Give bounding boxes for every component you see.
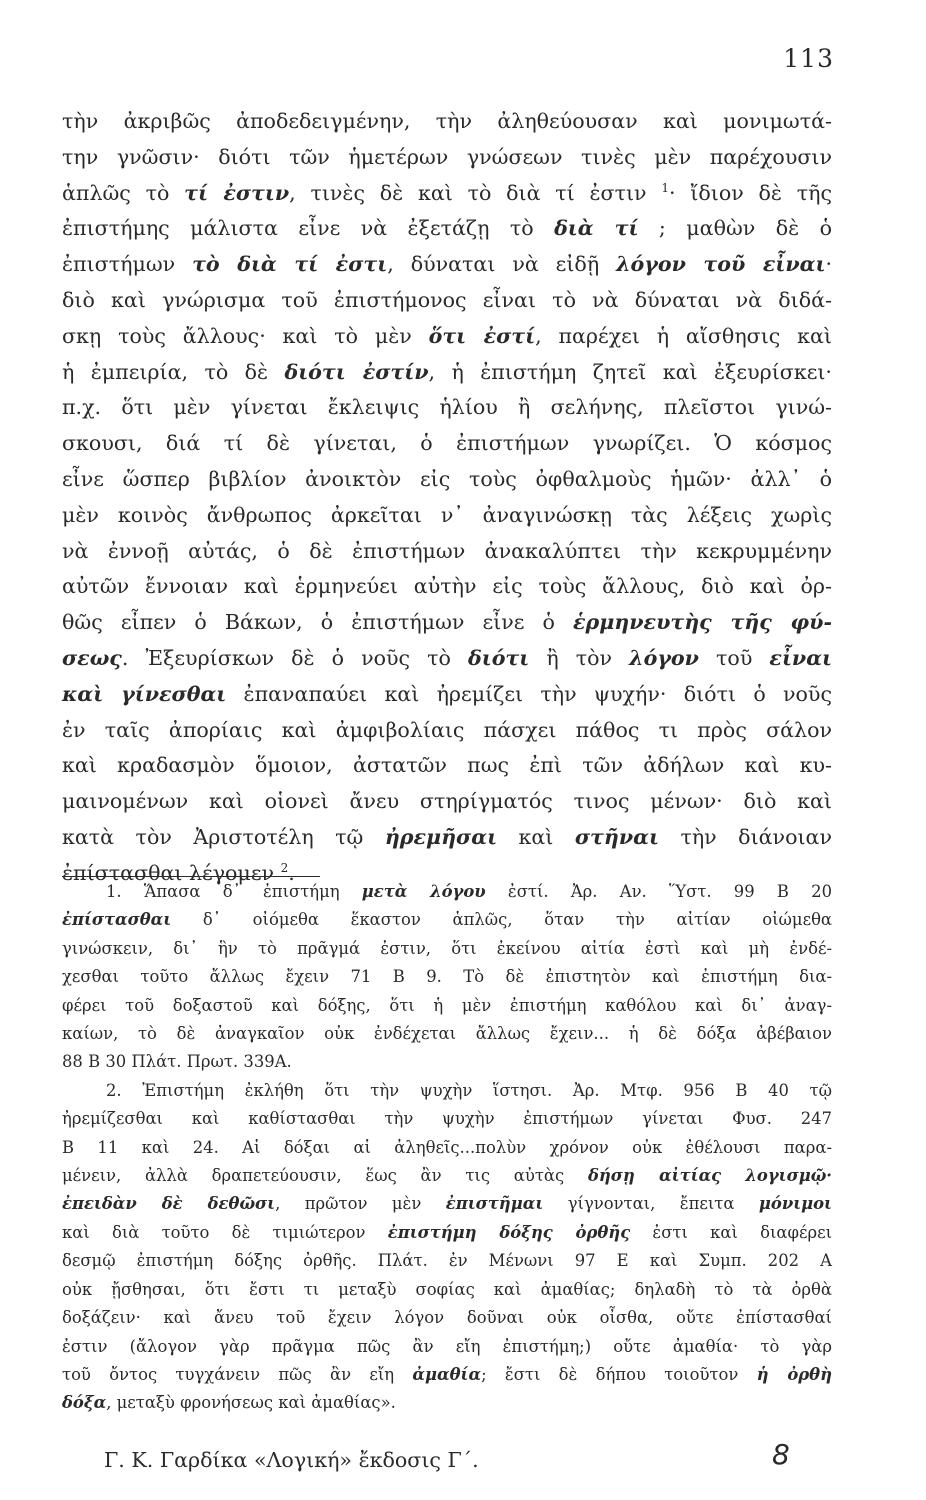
emphasis: ἐπιστήμη δόξης ὀρθῆς: [387, 1222, 631, 1242]
footnote-line: δόξα, μεταξὺ φρονήσεως καὶ ἀμαθίας».: [62, 1393, 396, 1413]
footnote-line: δοξάζειν· καὶ ἄνευ τοῦ ἔχειν λόγον δοῦναι οὐκ οἶσθα, οὔτε ἐπίστασθαί: [62, 1308, 832, 1328]
body-line: την γνῶσιν· διότι τῶν ἡμετέρων γνώσεων τινὲς μὲν παρέχουσιν: [62, 144, 832, 169]
emphasis: δήσῃ αἰτίας λογισμῷ·: [587, 1166, 833, 1186]
footer-imprint: Γ. Κ. Γαρδίκα «Λογική» ἔκδοσις Γ΄.: [104, 1448, 479, 1472]
body-line: εἶνε ὥσπερ βιβλίον ἀνοικτὸν εἰς τοὺς ὀφθαλμοὺς ἡμῶν· ἀλλ᾽ ὁ: [62, 466, 832, 491]
body-line: π.χ. ὅτι μὲν γίνεται ἔκλειψις ἡλίου ἢ σελήνης, πλεῖστοι γινώ-: [62, 395, 832, 420]
footnote-line: μένειν, ἀλλὰ δραπετεύουσιν, ἕως ἂν τις αὐτὰς δήσῃ αἰτίας λογισμῷ·: [62, 1166, 833, 1186]
emphasis: μόνιμοι: [758, 1194, 832, 1214]
body-line: ἐπιστήμης μάλιστα εἶνε νὰ ἐξετάζῃ τὸ διὰ τί ; μαθὼν δὲ ὁ: [62, 216, 832, 241]
footnote-line: χεσθαι τοῦτο ἄλλως ἔχειν 71 Β 9. Τὸ δὲ ἐπιστητὸν καὶ ἐπιστήμη δια-: [62, 967, 832, 987]
footnote-line: 2. Ἐπιστήμη ἐκλήθη ὅτι τὴν ψυχὴν ἵστησι. Ἀρ. Μτφ. 956 Β 40 τῷ: [106, 1080, 832, 1100]
body-line: θῶς εἶπεν ὁ Βάκων, ὁ ἐπιστήμων εἶνε ὁ ἑρμηνευτὴς τῆς φύ-: [62, 610, 832, 635]
printer-signature: 8: [772, 1438, 790, 1471]
emphasis: λόγον τοῦ εἶναι: [616, 252, 826, 277]
emphasis: τί ἐστιν: [184, 180, 290, 205]
footnote-line: ἠρεμίζεσθαι καὶ καθίστασθαι τὴν ψυχὴν ἐπιστήμων γίνεται Φυσ. 247: [62, 1109, 832, 1129]
body-line: καὶ κραδασμὸν ὅμοιον, ἀστατῶν πως ἐπὶ τῶν ἀδήλων καὶ κυ-: [62, 753, 832, 778]
footnote-line: δεσμῷ ἐπιστήμη δόξης ὀρθῆς. Πλάτ. ἐν Μένωνι 97 Ε καὶ Συμπ. 202 Α: [62, 1251, 832, 1271]
body-line: ἐπίστασθαι λέγομεν $^2$.: [62, 860, 295, 885]
emphasis: ἡ ὀρθὴ: [756, 1364, 832, 1384]
body-line: νὰ ἐννοῇ αὐτάς, ὁ δὲ ἐπιστήμων ἀνακαλύπτει τὴν κεκρυμμένην: [62, 538, 832, 563]
body-line: ἐπιστήμων τὸ διὰ τί ἐστι, δύναται νὰ εἰδῇ λόγον τοῦ εἶναι·: [62, 252, 832, 277]
body-line: σεως. Ἐξευρίσκων δὲ ὁ νοῦς τὸ διότι ἢ τὸν λόγον τοῦ εἶναι: [62, 645, 833, 670]
emphasis: διότι ἐστίν: [284, 359, 429, 384]
main-text: [62, 104, 832, 892]
emphasis: ἀμαθία: [412, 1364, 482, 1384]
emphasis: διὰ τί: [554, 216, 639, 241]
footnote-line: Β 11 καὶ 24. Αἱ δόξαι αἱ ἀληθεῖς...πολὺν χρόνον οὐκ ἐθέλουσι παρα-: [62, 1137, 832, 1157]
footnote-line: ἐστιν (ἄλογον γὰρ πρᾶγμα πῶς ἂν εἴη ἐπιστήμη;) οὔτε ἀμαθία· τὸ γὰρ: [62, 1336, 832, 1356]
body-line: σκῃ τοὺς ἄλλους· καὶ τὸ μὲν ὅτι ἐστί, παρέχει ἡ αἴσθησις καὶ: [62, 323, 832, 348]
footnote-line: ἐπειδὰν δὲ δεθῶσι, πρῶτον μὲν ἐπιστῆμαι γίγνονται, ἔπειτα μόνιμοι: [62, 1194, 832, 1214]
emphasis: ἠρεμῆσαι: [384, 824, 498, 849]
body-line: μαινομένων καὶ οἱονεὶ ἄνευ στηρίγματός τινος μένων· διὸ καὶ: [62, 789, 832, 814]
emphasis: εἶναι: [769, 645, 833, 670]
body-line: τὴν ἀκριβῶς ἀποδεδειγμένην, τὴν ἀληθεύουσαν καὶ μονιμωτά-: [62, 109, 832, 133]
footnote-line: καὶ διὰ τοῦτο δὲ τιμιώτερον ἐπιστήμη δόξης ὀρθῆς ἐστι καὶ διαφέρει: [62, 1222, 832, 1242]
emphasis: σεως: [62, 645, 122, 670]
footnote-line: 88 Β 30 Πλάτ. Πρωτ. 339Α.: [62, 1052, 292, 1072]
emphasis: ἐπειδὰν δὲ δεθῶσι: [62, 1194, 276, 1214]
footnote-reference[interactable]: 2: [280, 860, 289, 875]
emphasis: ἐπιστῆμαι: [445, 1194, 544, 1214]
body-line: ἡ ἐμπειρία, τὸ δὲ διότι ἐστίν, ἡ ἐπιστήμη ζητεῖ καὶ ἐξευρίσκει·: [62, 359, 832, 384]
footnotes: [62, 878, 832, 1418]
emphasis: δόξα: [62, 1393, 107, 1413]
body-line: σκουσι, διά τί δὲ γίνεται, ὁ ἐπιστήμων γνωρίζει. Ὁ κόσμος: [62, 431, 832, 456]
emphasis: μετὰ λόγου: [361, 882, 486, 901]
body-line: διὸ καὶ γνώρισμα τοῦ ἐπιστήμονος εἶναι τὸ νὰ δύναται νὰ διδά-: [62, 287, 832, 312]
footnote-line: φέρει τοῦ δοξαστοῦ καὶ δόξης, ὅτι ἡ μὲν ἐπιστήμη καθόλου καὶ δι᾽ ἀναγ-: [62, 995, 832, 1015]
footnote-divider: [62, 876, 320, 877]
footnote-line: γινώσκειν, δι᾽ ἣν τὸ πρᾶγμά ἐστιν, ὅτι ἐκείνου αἰτία ἐστὶ καὶ μὴ ἐνδέ-: [62, 938, 832, 958]
emphasis: λόγον: [629, 645, 699, 670]
emphasis: στῆναι: [574, 824, 659, 849]
body-line: αὐτῶν ἔννοιαν καὶ ἑρμηνεύει αὐτὴν εἰς τοὺς ἄλλους, διὸ καὶ ὀρ-: [62, 574, 832, 599]
emphasis: καὶ γίνεσθαι: [62, 681, 227, 706]
body-line: ἁπλῶς τὸ τί ἐστιν, τινὲς δὲ καὶ τὸ διὰ τί ἐστιν $^1$· ἴδιον δὲ τῆς: [62, 180, 832, 205]
footnote-line: οὐκ ᾔσθησαι, ὅτι ἔστι τι μεταξὺ σοφίας καὶ ἀμαθίας; δηλαδὴ τὸ τὰ ὀρθὰ: [62, 1279, 832, 1299]
body-line: μὲν κοινὸς ἄνθρωπος ἀρκεῖται ν᾽ ἀναγινώσκῃ τὰς λέξεις χωρὶς: [62, 502, 832, 527]
footnote-reference[interactable]: 1: [661, 180, 669, 195]
emphasis: τὸ διὰ τί ἐστι: [192, 252, 388, 277]
footnote-line: ἐπίστασθαι δ᾽ οἰόμεθα ἕκαστον ἁπλῶς, ὅταν τὴν αἰτίαν οἰώμεθα: [62, 910, 832, 930]
emphasis: ἑρμηνευτὴς τῆς φύ-: [573, 610, 832, 635]
body-line: ἐν ταῖς ἀπορίαις καὶ ἀμφιβολίαις πάσχει πάθος τι πρὸς σάλον: [62, 717, 832, 742]
footnote-line: καίων, τὸ δὲ ἀναγκαῖον οὐκ ἐνδέχεται ἄλλως ἔχειν... ἡ δὲ δόξα ἀβέβαιον: [62, 1024, 832, 1044]
emphasis: ὅτι ἐστί: [428, 323, 536, 348]
footnote-line: τοῦ ὄντος τυγχάνειν πῶς ἂν εἴη ἀμαθία; ἔστι δὲ δήπου τοιοῦτον ἡ ὀρθὴ: [62, 1364, 832, 1384]
body-line: καὶ γίνεσθαι ἐπαναπαύει καὶ ἠρεμίζει τὴν ψυχήν· διότι ὁ νοῦς: [62, 681, 832, 706]
page-number: 113: [783, 44, 834, 73]
emphasis: ἐπίστασθαι: [62, 910, 172, 930]
emphasis: διότι: [468, 645, 530, 670]
footnote-line: 1. Ἅπασα δ᾽ ἐπιστήμη μετὰ λόγου ἐστί. Ἀρ. Αν. Ὕστ. 99 Β 20: [106, 882, 832, 901]
body-line: κατὰ τὸν Ἀριστοτέλη τῷ ἠρεμῆσαι καὶ στῆναι τὴν διάνοιαν: [62, 824, 832, 849]
